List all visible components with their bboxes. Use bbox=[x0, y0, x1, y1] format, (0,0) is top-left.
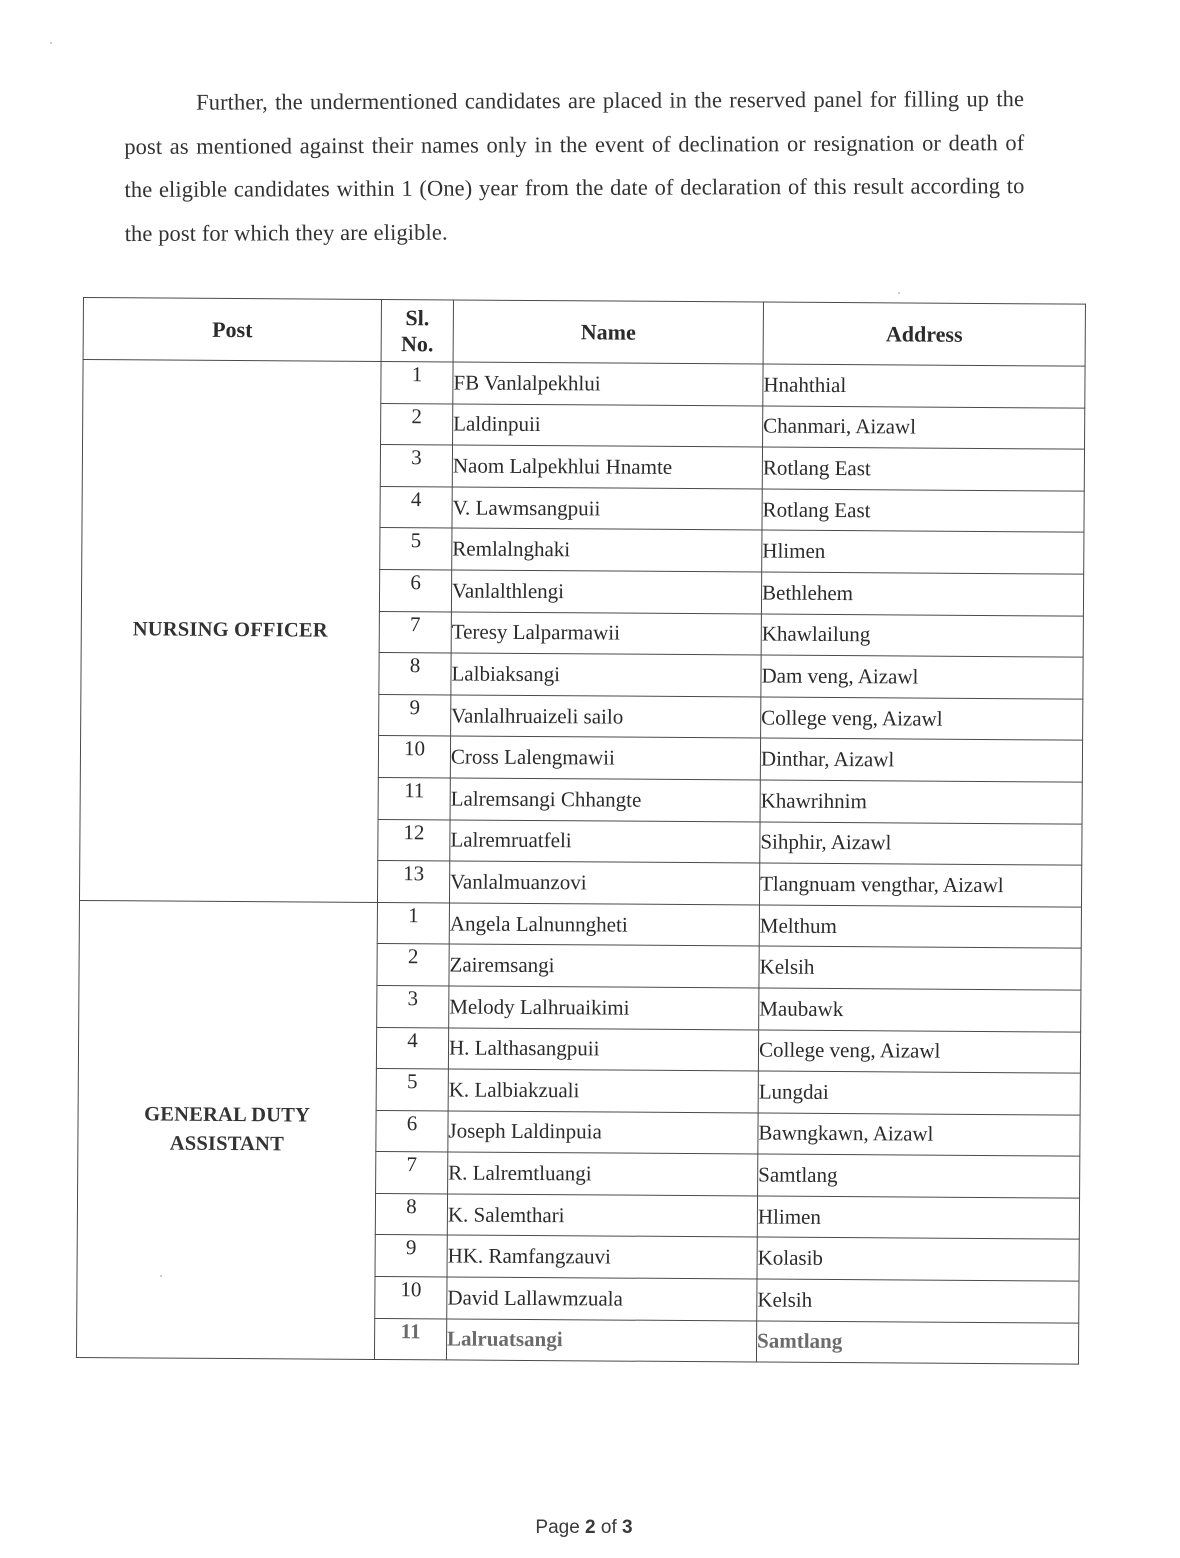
candidate-name-cell: Lalbiaksangi bbox=[451, 653, 761, 697]
serial-number-cell: 4 bbox=[376, 1027, 448, 1069]
candidate-name-cell: Lalremruatfeli bbox=[450, 819, 760, 863]
serial-number-cell: 9 bbox=[379, 694, 451, 736]
candidate-name-cell: K. Salemthari bbox=[447, 1194, 757, 1238]
post-label-line: GENERAL DUTY bbox=[144, 1103, 311, 1127]
candidate-address-cell: Rotlang East bbox=[762, 447, 1084, 491]
serial-number-cell: 9 bbox=[375, 1235, 447, 1277]
scan-speck bbox=[898, 292, 900, 294]
serial-number-cell: 8 bbox=[379, 653, 451, 695]
serial-number-cell: 6 bbox=[379, 569, 451, 611]
candidate-address-cell: Khawlailung bbox=[761, 614, 1083, 658]
candidate-address-cell: Samtlang bbox=[758, 1154, 1080, 1198]
candidate-name-cell: Vanlalhruaizeli sailo bbox=[451, 695, 761, 739]
candidate-name-cell: Lalruatsangi bbox=[446, 1319, 756, 1363]
candidate-name-cell: Melody Lalhruaikimi bbox=[449, 986, 759, 1030]
candidate-address-cell: Bethlehem bbox=[761, 572, 1083, 616]
serial-number-cell: 4 bbox=[380, 486, 452, 528]
candidate-name-cell: Vanlalthlengi bbox=[451, 570, 761, 614]
serial-number-cell: 10 bbox=[378, 736, 450, 778]
candidate-name-cell: K. Lalbiakzuali bbox=[448, 1069, 758, 1113]
candidate-address-cell: Kolasib bbox=[757, 1237, 1079, 1281]
serial-number-cell: 2 bbox=[381, 403, 453, 445]
serial-number-cell: 12 bbox=[378, 819, 450, 861]
footer-total-pages: 3 bbox=[622, 1517, 633, 1538]
candidate-name-cell: Joseph Laldinpuia bbox=[448, 1111, 758, 1155]
serial-number-cell: 8 bbox=[375, 1193, 447, 1235]
header-address: Address bbox=[763, 302, 1085, 366]
serial-number-cell: 13 bbox=[377, 861, 449, 903]
candidate-address-cell: Samtlang bbox=[756, 1321, 1078, 1365]
footer-prefix: Page bbox=[535, 1517, 586, 1538]
candidate-name-cell: Remlalnghaki bbox=[452, 528, 762, 572]
table-body bbox=[76, 360, 1085, 1365]
candidate-address-cell: Hnahthial bbox=[763, 364, 1085, 408]
candidate-name-cell: HK. Ramfangzauvi bbox=[447, 1235, 757, 1279]
serial-number-cell: 7 bbox=[379, 611, 451, 653]
candidate-address-cell: Tlangnuam vengthar, Aizawl bbox=[759, 863, 1081, 907]
candidate-name-cell: Angela Lalnunngheti bbox=[449, 903, 759, 947]
candidate-address-cell: Sihphir, Aizawl bbox=[760, 822, 1082, 866]
header-sl-no-text: Sl. No. bbox=[400, 304, 434, 356]
header-post: Post bbox=[83, 298, 381, 362]
reserved-panel-table-wrapper bbox=[76, 297, 1086, 1365]
candidate-name-cell: Teresy Lalparmawii bbox=[451, 612, 761, 656]
candidate-address-cell: Kelsih bbox=[759, 946, 1081, 990]
candidate-address-cell: Rotlang East bbox=[762, 489, 1084, 533]
candidate-name-cell: R. Lalremtluangi bbox=[448, 1152, 758, 1196]
serial-number-cell: 2 bbox=[377, 944, 449, 986]
candidate-name-cell: Zairemsangi bbox=[449, 944, 759, 988]
candidate-address-cell: Kelsih bbox=[757, 1279, 1079, 1323]
candidate-address-cell: Hlimen bbox=[762, 530, 1084, 574]
candidate-address-cell: Melthum bbox=[759, 905, 1081, 949]
serial-number-cell: 7 bbox=[376, 1152, 448, 1194]
candidate-address-cell: Hlimen bbox=[757, 1196, 1079, 1240]
page-footer bbox=[0, 1517, 1168, 1539]
footer-middle: of bbox=[595, 1517, 623, 1538]
candidate-name-cell: V. Lawmsangpuii bbox=[452, 487, 762, 531]
candidate-address-cell: Dinthar, Aizawl bbox=[760, 738, 1082, 782]
header-name: Name bbox=[453, 300, 763, 364]
intro-paragraph bbox=[124, 77, 1025, 255]
post-cell bbox=[76, 900, 377, 1359]
serial-number-cell: 11 bbox=[378, 777, 450, 819]
serial-number-cell: 5 bbox=[380, 528, 452, 570]
candidate-name-cell: Lalremsangi Chhangte bbox=[450, 778, 760, 822]
post-label: NURSING OFFICER bbox=[132, 618, 328, 642]
post-cell bbox=[79, 360, 381, 903]
candidate-name-cell: Vanlalmuanzovi bbox=[449, 861, 759, 905]
header-sl-no bbox=[381, 299, 453, 361]
reserved-panel-table bbox=[76, 297, 1086, 1365]
candidate-name-cell: Laldinpuii bbox=[453, 404, 763, 448]
serial-number-cell: 1 bbox=[381, 361, 453, 403]
table-row bbox=[79, 900, 1081, 948]
candidate-address-cell: College veng, Aizawl bbox=[758, 1029, 1080, 1073]
candidate-address-cell: Maubawk bbox=[759, 988, 1081, 1032]
candidate-address-cell: Lungdai bbox=[758, 1071, 1080, 1115]
candidate-name-cell: H. Lalthasangpuii bbox=[448, 1027, 758, 1071]
candidate-name-cell: Naom Lalpekhlui Hnamte bbox=[452, 445, 762, 489]
table-row bbox=[83, 360, 1085, 408]
candidate-name-cell: David Lallawmzuala bbox=[447, 1277, 757, 1321]
serial-number-cell: 11 bbox=[374, 1318, 446, 1360]
candidate-address-cell: College veng, Aizawl bbox=[761, 697, 1083, 741]
footer-current-page: 2 bbox=[585, 1517, 596, 1538]
candidate-address-cell: Bawngkawn, Aizawl bbox=[758, 1113, 1080, 1157]
candidate-address-cell: Dam veng, Aizawl bbox=[761, 655, 1083, 699]
post-label-line: ASSISTANT bbox=[169, 1132, 285, 1156]
serial-number-cell: 3 bbox=[380, 445, 452, 487]
intro-paragraph-text: Further, the undermentioned candidates are placed in the reserved panel for filling up the post as mentioned against their names only in the event of declination or resignation or death of the eligible candidates within 1 (One) year from the date of declaration of this result according to the post for which they are eligible. bbox=[124, 85, 1025, 245]
table-header-row bbox=[83, 298, 1085, 367]
candidate-name-cell: FB Vanlalpekhlui bbox=[453, 362, 763, 406]
serial-number-cell: 3 bbox=[377, 985, 449, 1027]
candidate-address-cell: Khawrihnim bbox=[760, 780, 1082, 824]
serial-number-cell: 1 bbox=[377, 902, 449, 944]
candidate-address-cell: Chanmari, Aizawl bbox=[763, 406, 1085, 450]
serial-number-cell: 10 bbox=[375, 1277, 447, 1319]
serial-number-cell: 6 bbox=[376, 1110, 448, 1152]
serial-number-cell: 5 bbox=[376, 1069, 448, 1111]
scan-speck bbox=[50, 42, 52, 44]
candidate-name-cell: Cross Lalengmawii bbox=[450, 736, 760, 780]
